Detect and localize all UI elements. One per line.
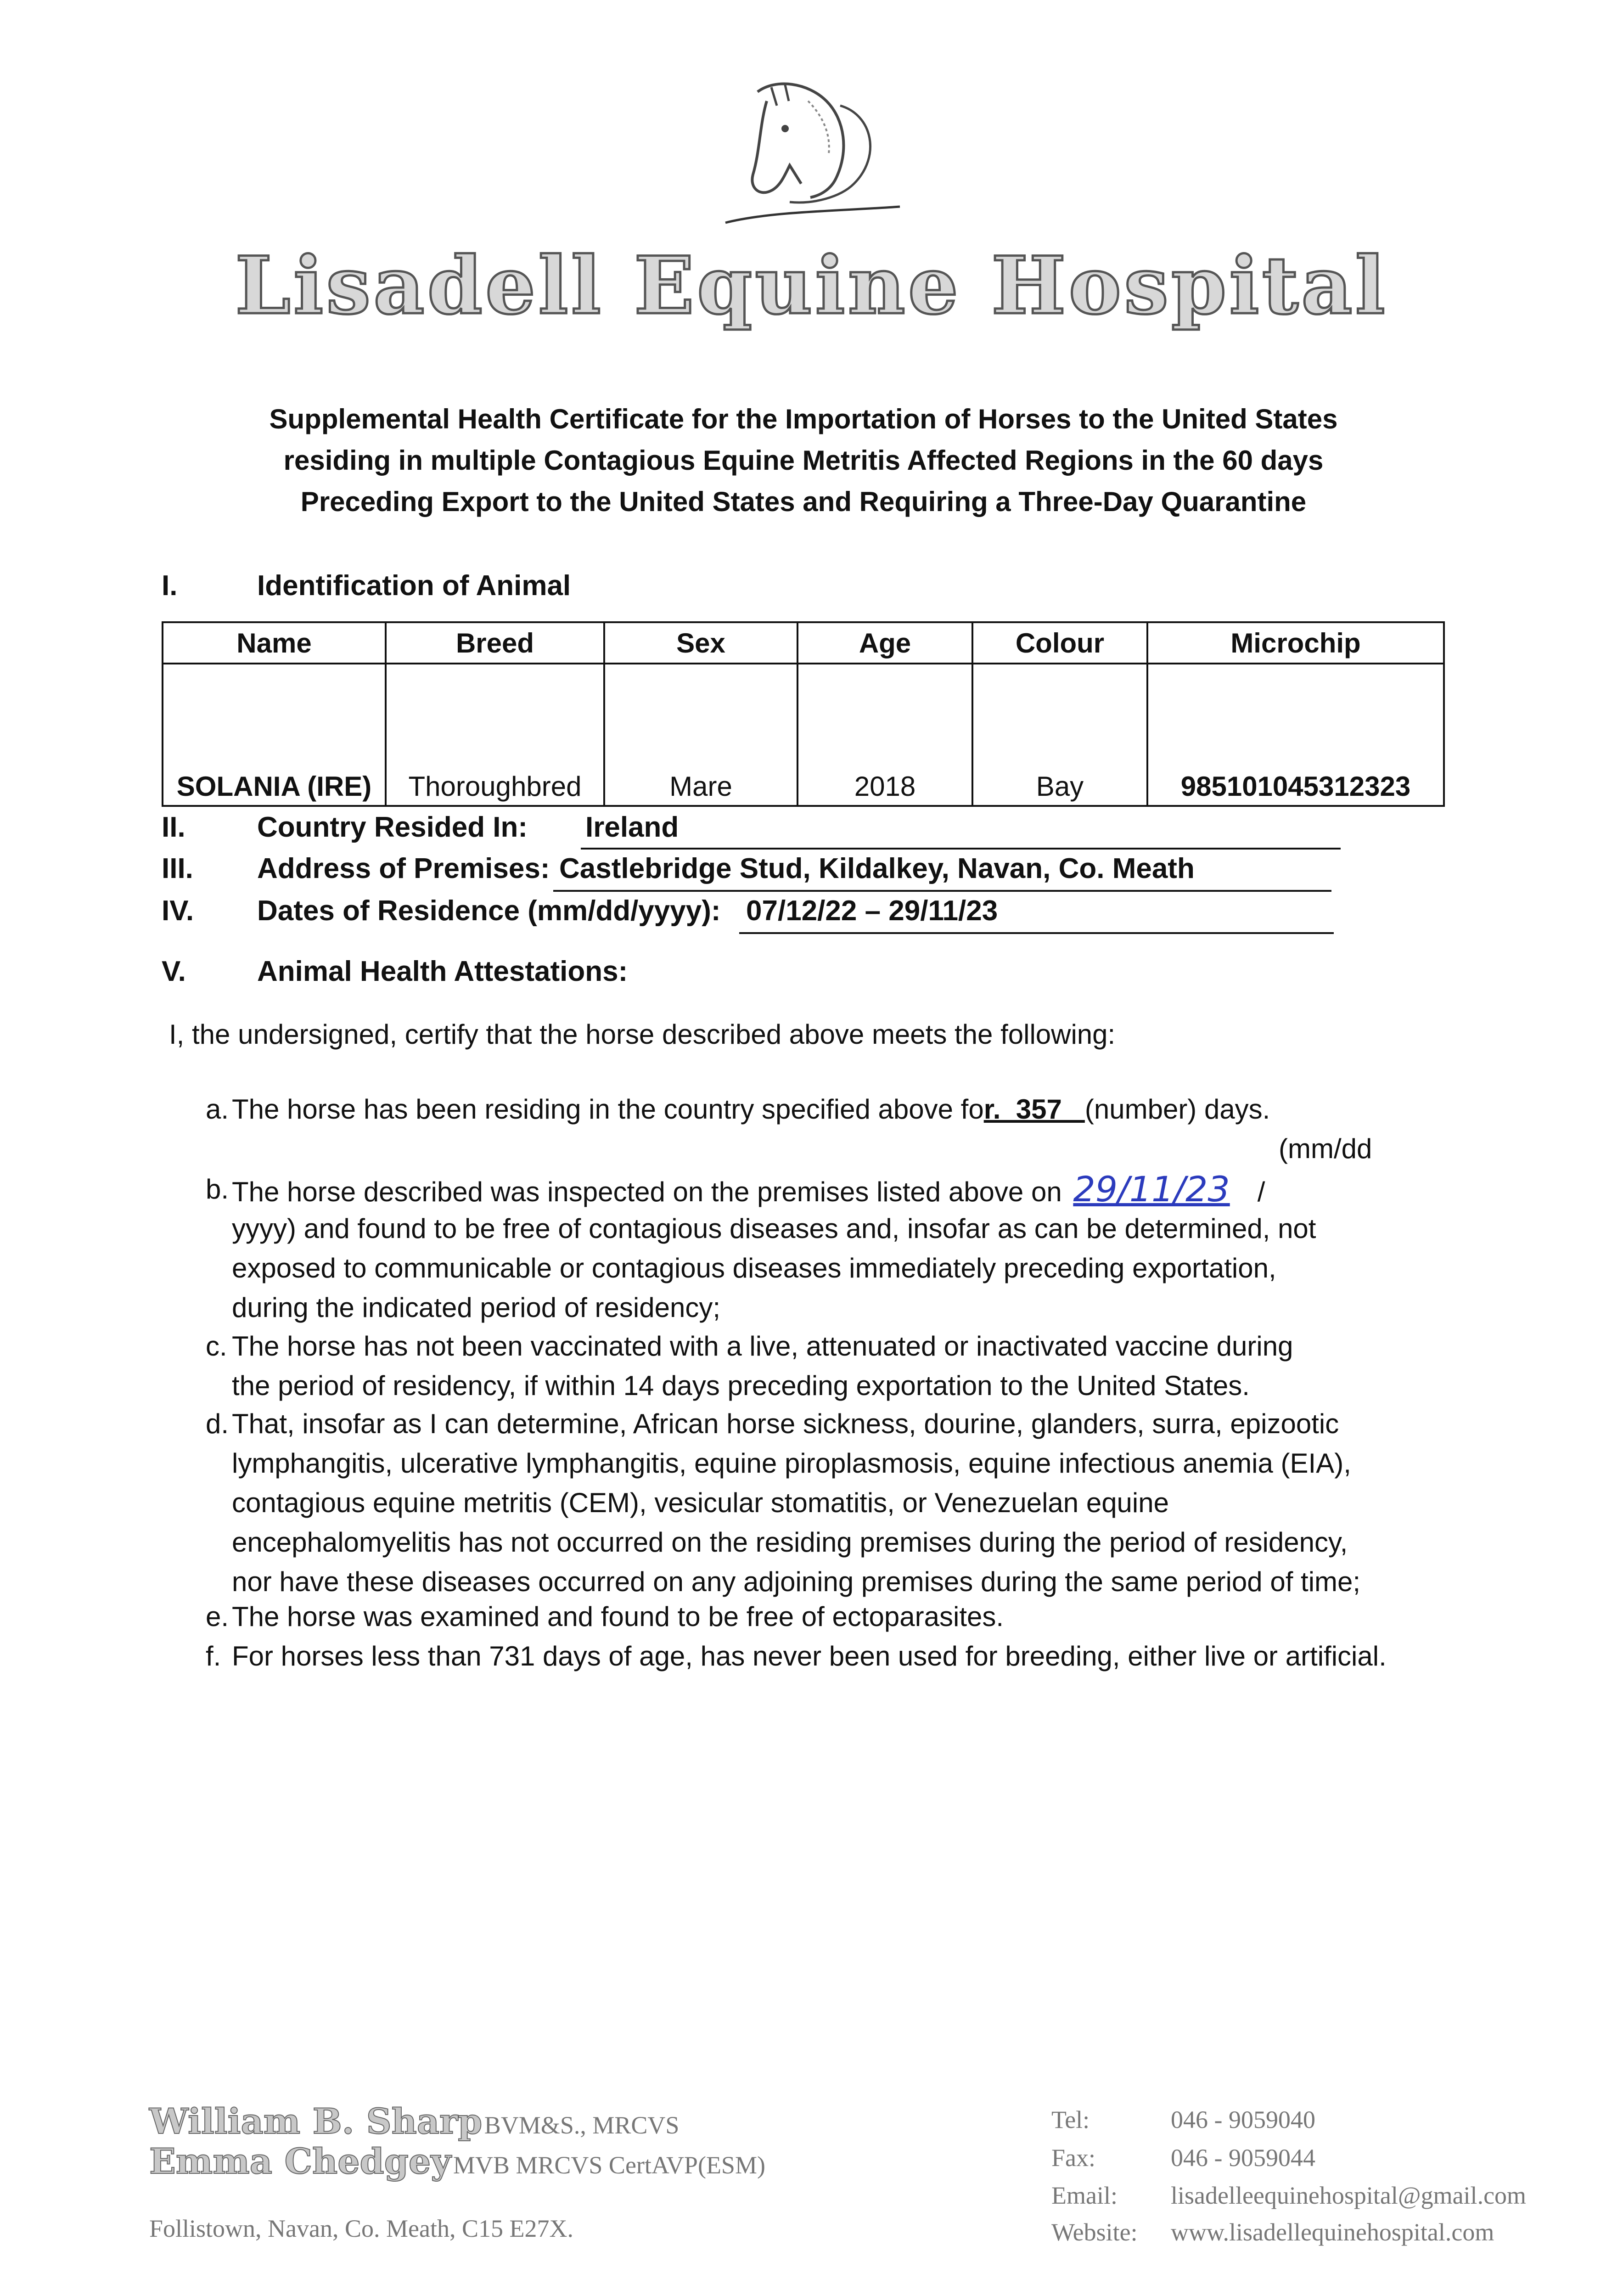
table-cell: Bay xyxy=(972,664,1147,806)
item-letter: c. xyxy=(206,1331,227,1362)
title-line: residing in multiple Contagious Equine Metritis Affected Regions in the 60 days xyxy=(283,445,1324,476)
title-line: Supplemental Health Certificate for the Importation of Horses to the United States xyxy=(269,404,1338,434)
attestation-line: during the indicated period of residency; xyxy=(232,1292,721,1323)
attestation-f: For horses less than 731 days of age, has never been used for breeding, either live or artificial. xyxy=(232,1641,1387,1671)
contact-tel: 046 - 9059040 xyxy=(1171,2106,1315,2133)
residence-dates-value: 07/12/22 – 29/11/23 xyxy=(746,895,998,927)
vet-name: William B. Sharp xyxy=(149,2101,483,2142)
table-cell: Thoroughbred xyxy=(386,664,604,806)
attestation-c xyxy=(232,1327,1471,1406)
section-number: II. xyxy=(162,811,185,843)
column-header: Sex xyxy=(604,622,797,664)
underline xyxy=(739,932,1334,934)
contact-website: www.lisadellequinehospital.com xyxy=(1171,2218,1494,2246)
section-label: Identification of Animal xyxy=(257,570,571,602)
attestation-line: nor have these diseases occurred on any adjoining premises during the same period of time; xyxy=(232,1566,1361,1597)
vet-qualifications: BVM&S., MRCVS xyxy=(484,2111,680,2139)
section-number: I. xyxy=(162,570,178,602)
section-label: Animal Health Attestations: xyxy=(257,956,628,987)
column-header: Breed xyxy=(386,622,604,664)
table-header-row xyxy=(163,622,1444,664)
attestation-line: That, insofar as I can determine, African horse sickness, dourine, glanders, surra, epizootic xyxy=(232,1408,1339,1439)
item-letter: a. xyxy=(206,1094,229,1125)
contact-email: lisadelleequinehospital@gmail.com xyxy=(1171,2182,1527,2209)
underline xyxy=(553,890,1331,892)
section-number: V. xyxy=(162,956,186,987)
contact-fax: 046 - 9059044 xyxy=(1171,2144,1315,2172)
table-row xyxy=(163,664,1444,806)
inspection-date-handwritten: 29/11/23 xyxy=(1073,1169,1230,1210)
intro-statement: I, the undersigned, certify that the horse described above meets the following: xyxy=(169,1019,1116,1050)
attestation-e: The horse was examined and found to be free of ectoparasites. xyxy=(232,1601,1004,1632)
item-letter: d. xyxy=(206,1408,229,1439)
section-number: IV. xyxy=(162,895,194,927)
vet-name: Emma Chedgey xyxy=(149,2141,451,2182)
address-value: Castlebridge Stud, Kildalkey, Navan, Co. Meath xyxy=(559,853,1195,884)
vet-qualifications: MVB MRCVS CertAVP(ESM) xyxy=(453,2151,765,2179)
country-value: Ireland xyxy=(585,811,679,843)
attestation-b-body xyxy=(232,1209,1471,1328)
footer-vet-2 xyxy=(149,2141,765,2182)
attestation-line: encephalomyelitis has not occurred on the residing premises during the period of residency, xyxy=(232,1527,1348,1558)
title-line: Preceding Export to the United States and Requiring a Three-Day Quarantine xyxy=(300,486,1307,517)
attestation-line: yyyy) and found to be free of contagious diseases and, insofar as can be determined, not xyxy=(232,1213,1316,1244)
attestation-line: the period of residency, if within 14 days preceding exportation to the United States. xyxy=(232,1370,1250,1401)
attestation-text: The horse described was inspected on the premises listed above on xyxy=(232,1176,1062,1207)
contact-label: Tel: xyxy=(1051,2106,1090,2133)
underline xyxy=(581,848,1341,850)
section-label: Address of Premises: xyxy=(257,853,550,884)
footer-address: Follistown, Navan, Co. Meath, C15 E27X. xyxy=(149,2215,573,2242)
column-header: Colour xyxy=(972,622,1147,664)
animal-identification-table xyxy=(162,621,1445,807)
column-header: Age xyxy=(797,622,972,664)
item-letter: e. xyxy=(206,1601,229,1632)
attestation-text: (number) days. xyxy=(1084,1094,1270,1125)
date-format-note: (mm/dd xyxy=(1279,1133,1372,1164)
table-cell: SOLANIA (IRE) xyxy=(163,664,386,806)
attestation-d xyxy=(232,1404,1471,1602)
item-letter: f. xyxy=(206,1641,221,1671)
attestation-line: lymphangitis, ulcerative lymphangitis, equine piroplasmosis, equine infectious anemia (EIA), xyxy=(232,1448,1351,1479)
contact-label: Website: xyxy=(1051,2218,1138,2246)
attestation-line: The horse has not been vaccinated with a live, attenuated or inactivated vaccine during xyxy=(232,1331,1293,1362)
contact-label: Fax: xyxy=(1051,2144,1096,2172)
section-label: Dates of Residence (mm/dd/yyyy): xyxy=(257,895,721,927)
section-label: Country Resided In: xyxy=(257,811,528,843)
days-count: r. 357 xyxy=(983,1094,1085,1125)
horse-logo-icon xyxy=(716,73,973,248)
column-header: Name xyxy=(163,622,386,664)
footer-vet-1 xyxy=(149,2101,679,2142)
attestation-line: contagious equine metritis (CEM), vesicular stomatitis, or Venezuelan equine xyxy=(232,1487,1169,1518)
table-cell: 985101045312323 xyxy=(1147,664,1444,806)
attestation-a xyxy=(232,1090,1270,1129)
attestation-b xyxy=(232,1170,1265,1212)
table-cell: Mare xyxy=(604,664,797,806)
section-number: III. xyxy=(162,853,193,884)
column-header: Microchip xyxy=(1147,622,1444,664)
table-cell: 2018 xyxy=(797,664,972,806)
contact-label: Email: xyxy=(1051,2182,1118,2209)
hospital-name: Lisadell Equine Hospital xyxy=(235,239,1388,332)
certificate-title xyxy=(257,399,1350,523)
slash: / xyxy=(1257,1176,1265,1207)
attestation-line: exposed to communicable or contagious diseases immediately preceding exportation, xyxy=(232,1253,1276,1283)
item-letter: b. xyxy=(206,1174,229,1204)
attestation-text: The horse has been residing in the country specified above fo xyxy=(232,1094,984,1125)
